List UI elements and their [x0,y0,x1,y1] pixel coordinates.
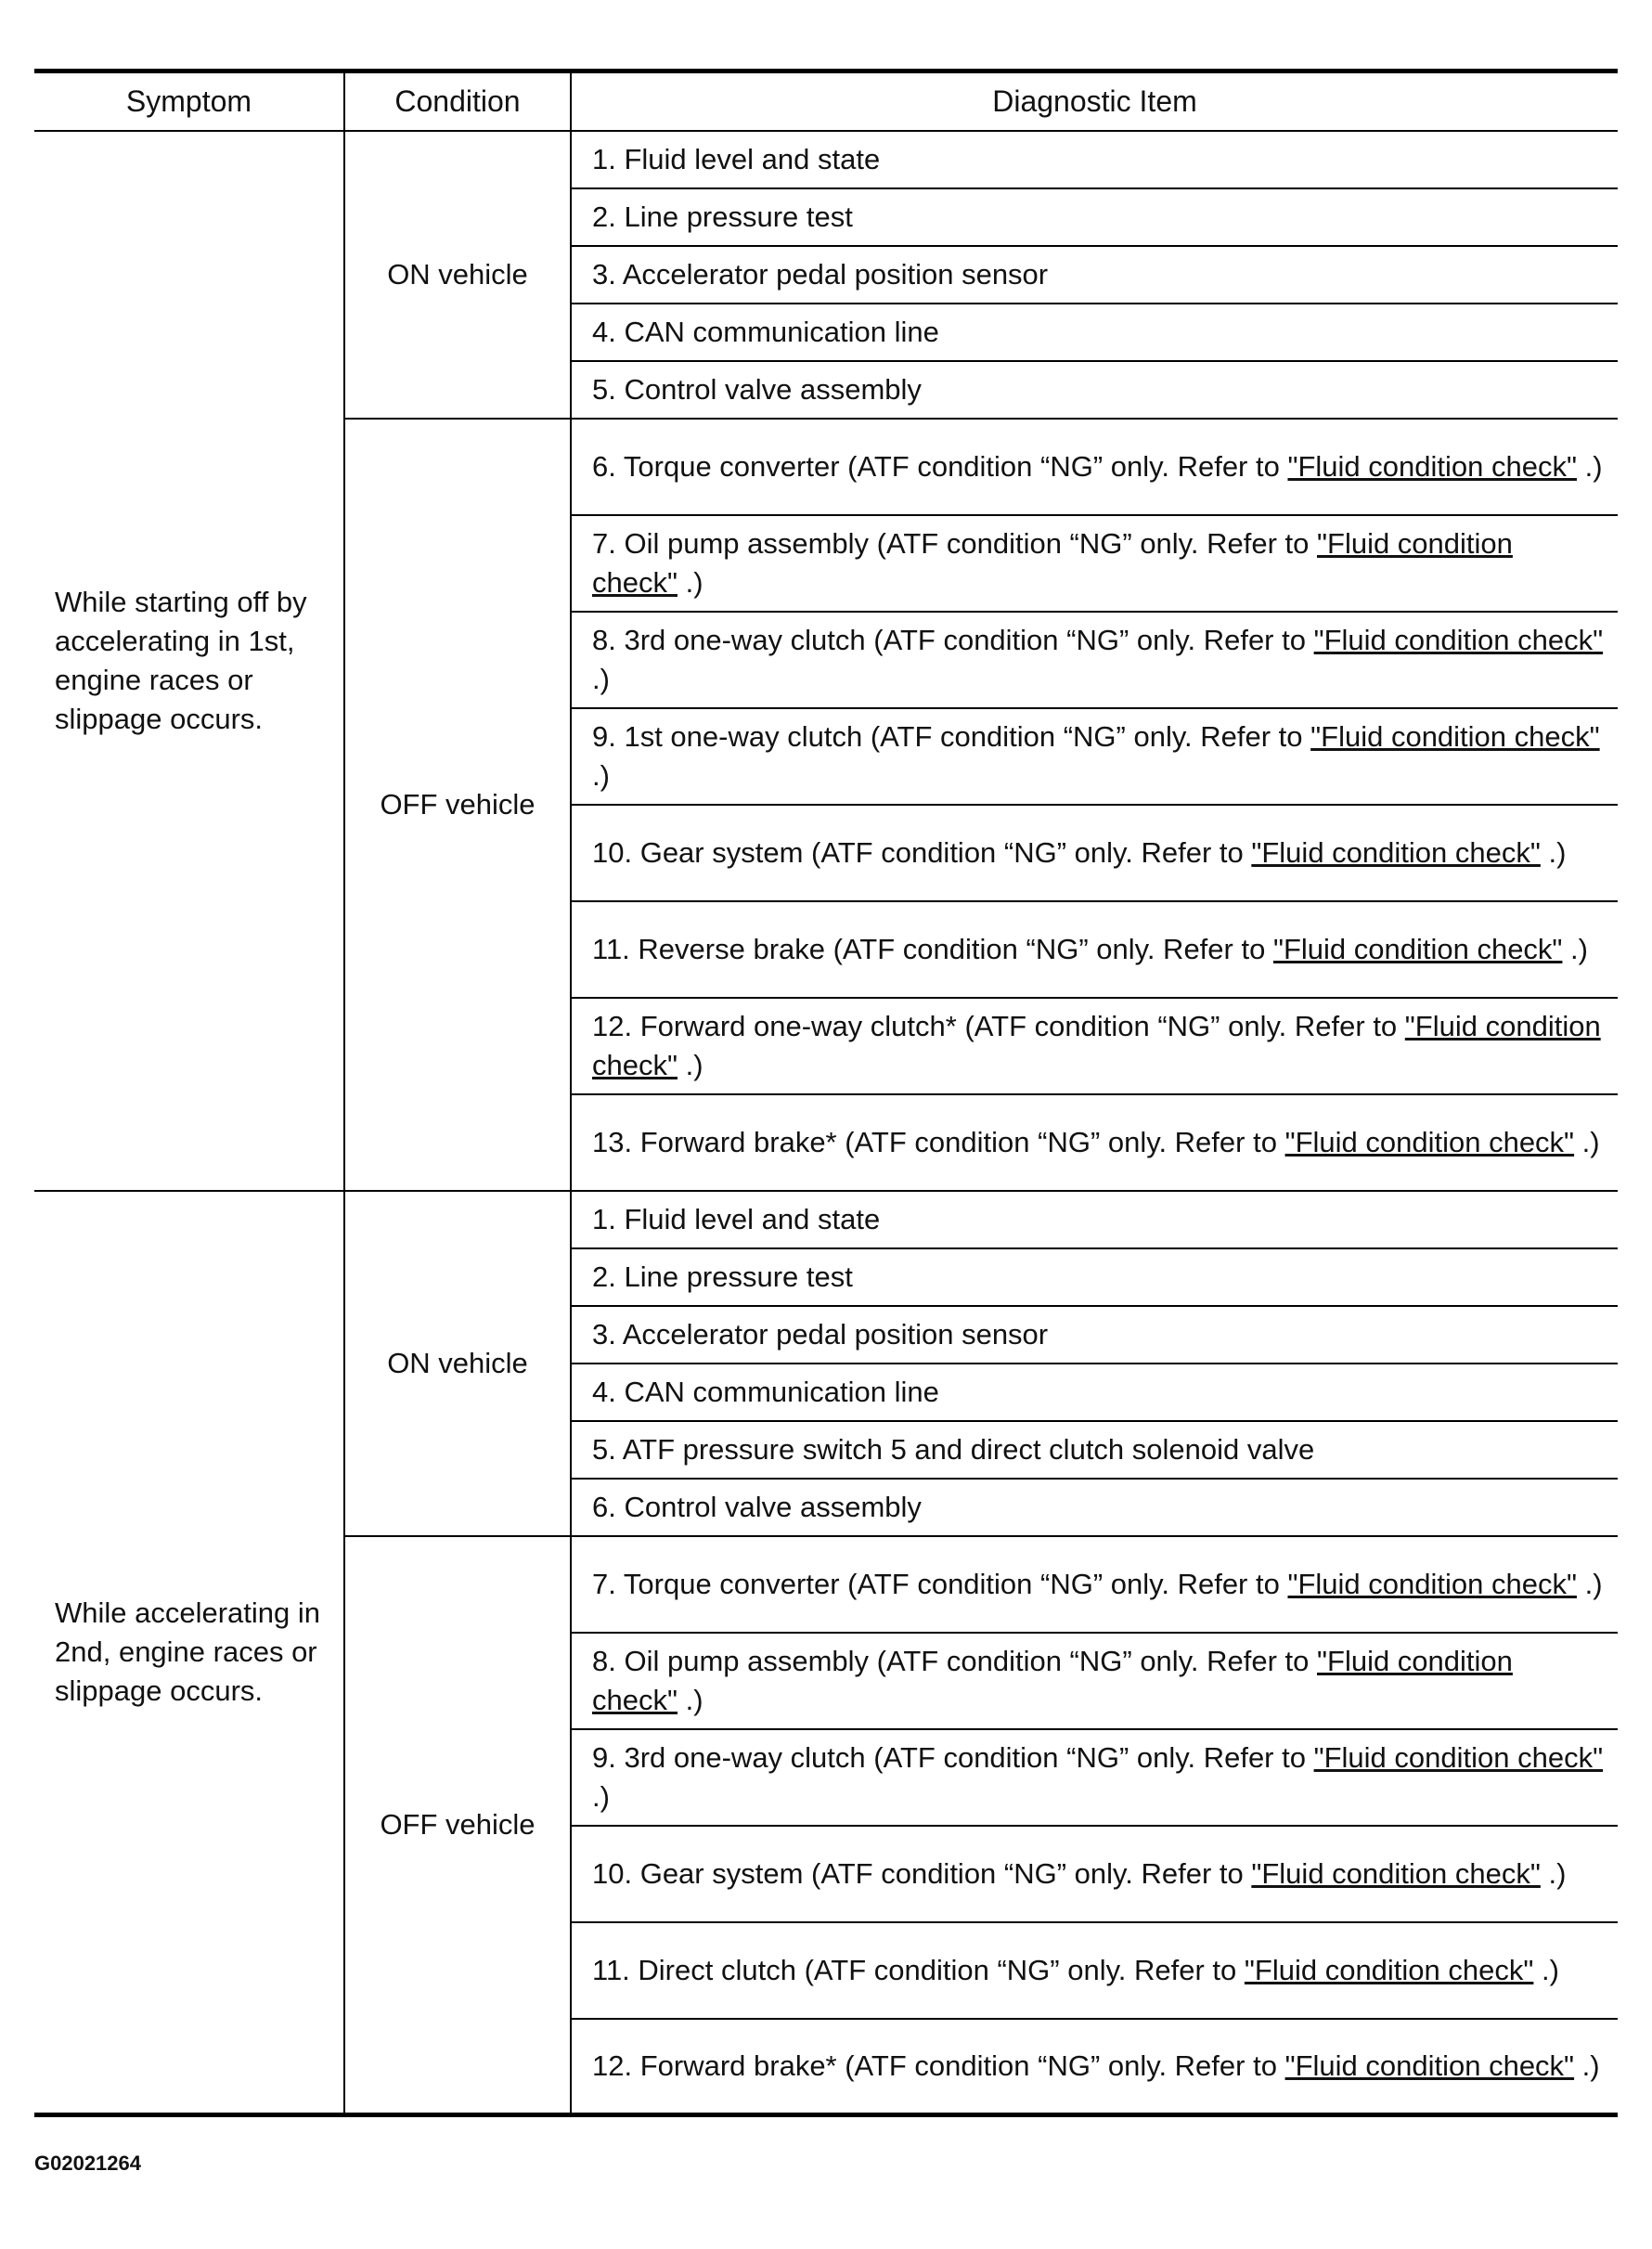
condition-cell-off-vehicle: OFF vehicle [344,419,571,1191]
item-text: 11. Direct clutch (ATF condition “NG” only. Refer to [592,1953,1245,1986]
item-text-end: .) [1574,1125,1600,1158]
diagnostic-item: 5. ATF pressure switch 5 and direct clutch solenoid valve [571,1421,1618,1479]
fluid-condition-check-link[interactable]: "Fluid condition check" [1272,932,1563,965]
diagnostic-item: 5. Control valve assembly [571,361,1618,419]
item-text: 12. Forward brake* (ATF condition “NG” only. Refer to [592,2049,1285,2082]
condition-cell-on-vehicle: ON vehicle [344,131,571,419]
item-text: 11. Reverse brake (ATF condition “NG” only. Refer to [592,932,1273,965]
diagnostic-item: 3. Accelerator pedal position sensor [571,1306,1618,1364]
fluid-condition-check-link[interactable]: "Fluid condition check" [1287,1567,1577,1600]
diagnostic-table [34,69,1618,2117]
diagnostic-item: 2. Line pressure test [571,188,1618,246]
diagnostic-item [571,1536,1618,1633]
item-text-end: .) [592,1779,610,1813]
fluid-condition-check-link[interactable]: "Fluid condition check" [1313,1740,1604,1774]
item-text-end: .) [678,1048,703,1081]
diagnostic-item [571,1633,1618,1729]
item-text-end: .) [1576,449,1603,483]
diagnostic-item [571,1826,1618,1922]
diagnostic-item-header: Diagnostic Item [571,71,1618,131]
diagnostic-item [571,901,1618,998]
condition-cell-off-vehicle: OFF vehicle [344,1536,571,2115]
item-text: 10. Gear system (ATF condition “NG” only. Refer to [592,835,1252,869]
diagnostic-item [571,708,1618,805]
fluid-condition-check-link[interactable]: "Fluid condition check" [1310,719,1600,753]
diagnostic-item [571,2019,1618,2115]
diagnostic-item [571,805,1618,901]
item-text-end: .) [678,565,703,599]
table-header [34,71,1618,131]
fluid-condition-check-link[interactable]: "Fluid condition check" [1287,449,1577,483]
item-text-end: .) [1576,1567,1603,1600]
fluid-condition-check-link[interactable]: "Fluid condition check" [592,526,1513,599]
diagnostic-item: 2. Line pressure test [571,1248,1618,1306]
item-text: 7. Torque converter (ATF condition “NG” only. Refer to [592,1567,1288,1600]
table-row [34,1191,1618,1248]
item-text-end: .) [1540,1856,1567,1890]
fluid-condition-check-link[interactable]: "Fluid condition check" [1284,1125,1575,1158]
diagnostic-item [571,1729,1618,1826]
diagnostic-item [571,998,1618,1094]
fluid-condition-check-link[interactable]: "Fluid condition check" [1313,623,1604,656]
item-text: 6. Torque converter (ATF condition “NG” only. Refer to [592,449,1288,483]
item-text: 13. Forward brake* (ATF condition “NG” only. Refer to [592,1125,1285,1158]
diagnostic-item: 1. Fluid level and state [571,1191,1618,1248]
diagnostic-item [571,612,1618,708]
fluid-condition-check-link[interactable]: "Fluid condition check" [1244,1953,1534,1986]
table-row [34,131,1618,188]
diagnostic-item: 6. Control valve assembly [571,1479,1618,1536]
symptom-header: Symptom [125,84,252,118]
item-text-end: .) [1533,1953,1559,1986]
item-text-end: .) [678,1683,703,1716]
item-text-end: .) [1562,932,1588,965]
symptom-group [34,1191,1618,2115]
diagnostic-item: 4. CAN communication line [571,304,1618,361]
item-text: 8. 3rd one-way clutch (ATF condition “NG” only. Refer to [592,623,1314,656]
condition-cell-on-vehicle: ON vehicle [344,1191,571,1536]
item-text: 9. 3rd one-way clutch (ATF condition “NG” only. Refer to [592,1740,1314,1774]
diagnostic-item: 4. CAN communication line [571,1364,1618,1421]
item-text: 7. Oil pump assembly (ATF condition “NG” only. Refer to [592,526,1317,560]
item-text-end: .) [1574,2049,1600,2082]
symptom-group [34,131,1618,1191]
diagnostic-item [571,419,1618,515]
condition-header: Condition [344,71,571,131]
fluid-condition-check-link[interactable]: "Fluid condition check" [592,1644,1513,1716]
header-row [34,71,1618,131]
symptom-cell: While accelerating in 2nd, engine races or slippage occurs. [34,1191,344,2115]
fluid-condition-check-link[interactable]: "Fluid condition check" [592,1009,1601,1081]
item-text: 8. Oil pump assembly (ATF condition “NG” only. Refer to [592,1644,1317,1677]
diagnostic-item [571,1094,1618,1191]
diagnostic-item: 3. Accelerator pedal position sensor [571,246,1618,304]
diagnostic-item: 1. Fluid level and state [571,131,1618,188]
fluid-condition-check-link[interactable]: "Fluid condition check" [1284,2049,1575,2082]
item-text: 12. Forward one-way clutch* (ATF condition “NG” only. Refer to [592,1009,1405,1042]
item-text: 9. 1st one-way clutch (ATF condition “NG” only. Refer to [592,719,1311,753]
fluid-condition-check-link[interactable]: "Fluid condition check" [1251,835,1541,869]
item-text: 10. Gear system (ATF condition “NG” only. Refer to [592,1856,1252,1890]
fluid-condition-check-link[interactable]: "Fluid condition check" [1251,1856,1541,1890]
item-text-end: .) [1540,835,1567,869]
symptom-cell: While starting off by accelerating in 1st, engine races or slippage occurs. [34,131,344,1191]
item-text-end: .) [592,662,610,695]
figure-id: G02021264 [34,2152,141,2175]
diagnostic-item [571,515,1618,612]
diagnostic-item [571,1922,1618,2019]
item-text-end: .) [592,758,610,792]
